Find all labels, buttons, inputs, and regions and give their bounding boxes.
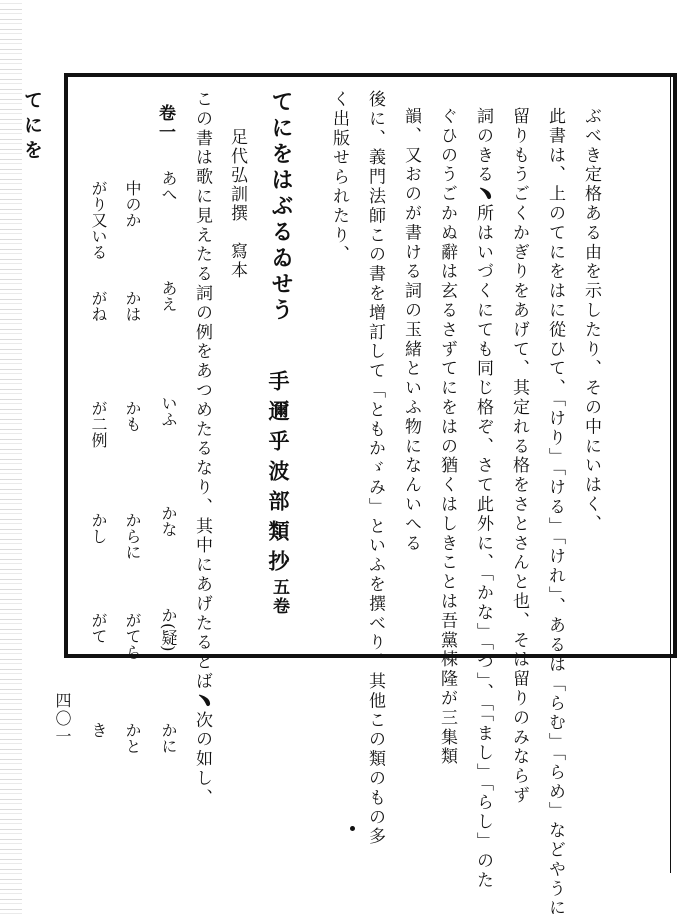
text-column-5: ぐひのうごかぬ辭は玄るさずてにをはの猶くはしきことは吾黨棟隆が三集類	[437, 107, 457, 767]
table-cell: あへ	[159, 170, 178, 202]
section-title: てにをはぶるゐせう	[268, 90, 294, 324]
table-cell: 中のか	[123, 180, 142, 228]
table-cell: かも	[123, 400, 142, 432]
text-column-2: 此書は、上のてにをはに從ひて、「けり」「ける」「けれ」、あるは「らむ」「らめ」などやうに	[545, 107, 565, 918]
table-cell: からに	[123, 512, 142, 560]
volume-count: 五卷	[269, 578, 289, 616]
table-cell: いふ	[159, 395, 178, 427]
table-cell: が二例	[89, 400, 108, 448]
text-column-8: く出版せられたり、	[329, 90, 349, 265]
running-head: てにを	[21, 90, 43, 165]
page-number: 四〇一	[53, 692, 72, 746]
text-column-3: 留りもうごくかぎりをあげて、其定れる格をさとさんと也、そは留りのみならず	[509, 107, 529, 806]
table-cell: かと	[123, 722, 142, 754]
page-edge-shading	[0, 0, 22, 917]
table-cell: かな	[159, 505, 178, 537]
table-cell: がてら	[123, 612, 142, 660]
text-column-1: ぶべき定格ある由を示したり、その中にいはく、	[581, 107, 601, 534]
table-cell: がり又いる	[89, 180, 108, 260]
book-title: 手邇乎波部類抄	[266, 370, 291, 580]
table-cell: がね	[89, 290, 108, 322]
table-cell: かし	[89, 512, 108, 544]
text-column-4: 詞のきる﹅所はいづくにても同じ格ぞ、さて此外に、「かな」「つ」、「「まし」「らし」のた	[473, 107, 493, 891]
ink-dot	[350, 826, 355, 831]
table-cell: か(疑)	[159, 607, 178, 652]
table-label: 卷一	[155, 104, 175, 142]
text-column-7: 後に、義門法師この書を增訂して「ともかゞみ」といふを撰べり、其他この類のもの多	[365, 90, 385, 847]
table-cell: かに	[159, 722, 178, 754]
table-cell: き	[89, 722, 108, 738]
table-cell: がて	[89, 612, 108, 644]
description-column: この書は歌に見えたる詞の例をあつめたるなり、其中にあげたるとば﹅次の如し、	[192, 90, 212, 808]
table-cell: あえ	[159, 280, 178, 312]
table-cell: かは	[123, 290, 142, 322]
author-line: 足代弘訓撰 寫本	[227, 128, 247, 280]
text-column-6: 韻、又おのが書ける詞の玉緒といふ物になんいへる	[401, 107, 421, 554]
